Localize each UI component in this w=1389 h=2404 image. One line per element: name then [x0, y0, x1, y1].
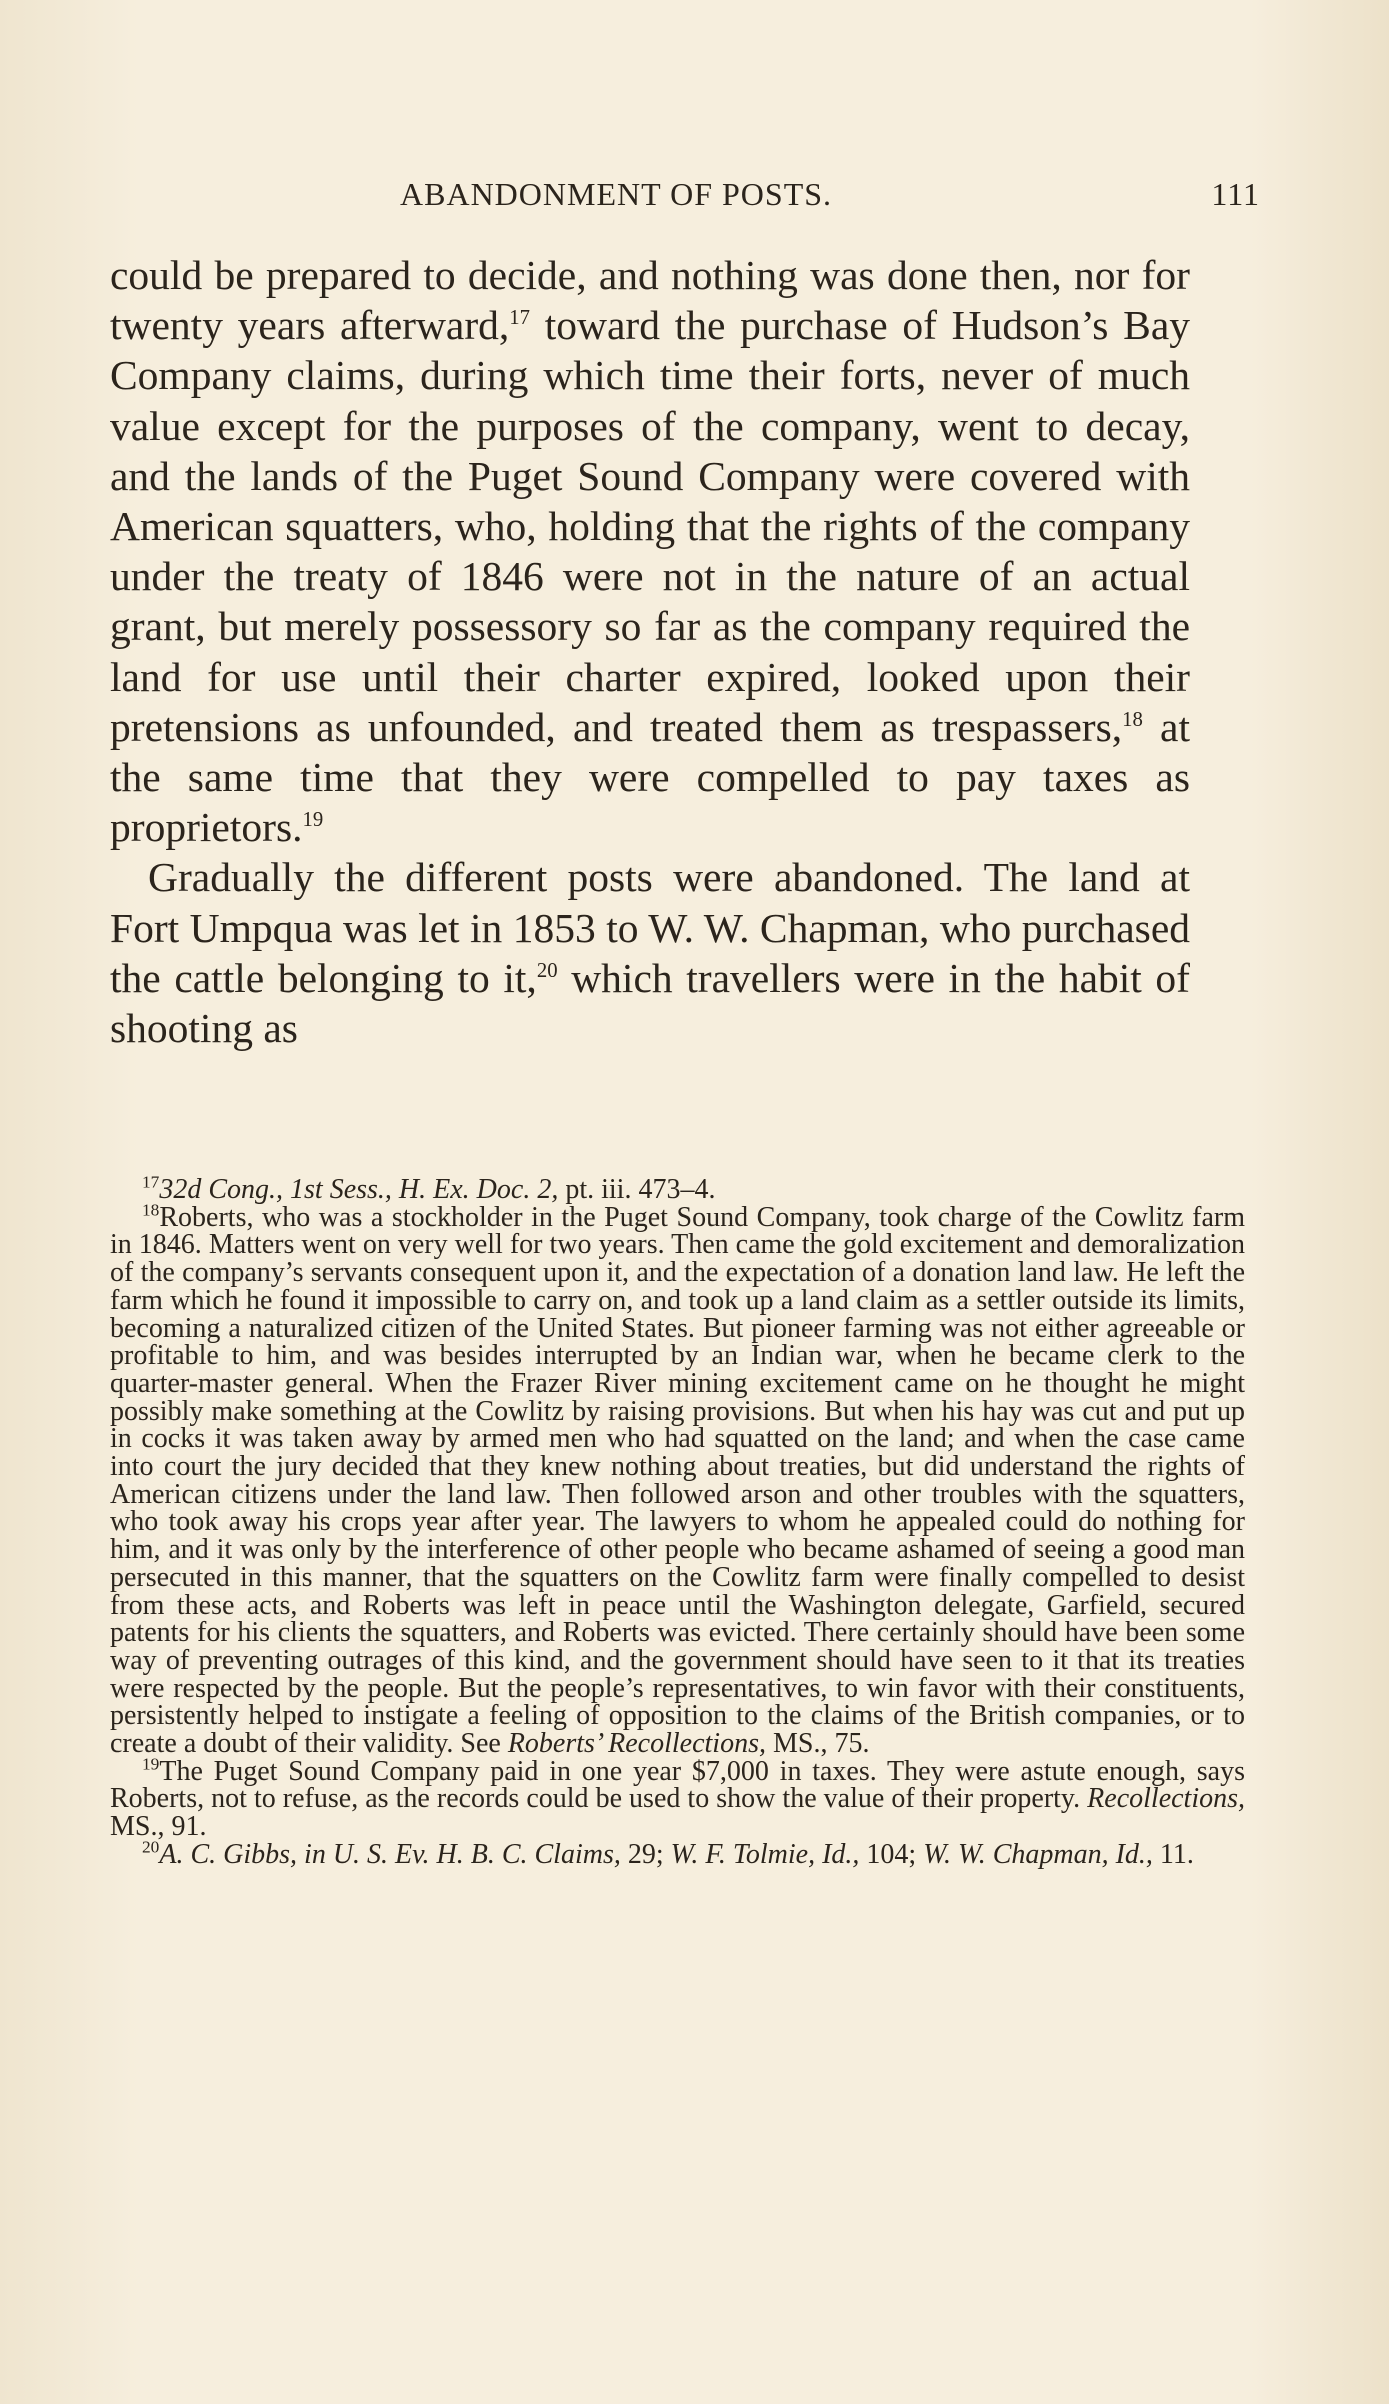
paragraph-2: [110, 852, 1190, 1053]
paragraph-1-text-a: could be prepared to decide, and nothing was done then, nor for twenty years afterward,: [110, 252, 1190, 349]
footnote-ref-20[interactable]: 20: [536, 960, 558, 983]
footnote-20-sep-1: 29;: [620, 1838, 671, 1870]
page-number: 111: [1211, 176, 1260, 212]
footnote-ref-17[interactable]: 17: [509, 307, 531, 330]
paragraph-1-text-b: toward the purchase of Hudson’s Bay Company claims, during which time their forts, never of much value except for the purposes of the company, went to decay, and the lands of the Puget Sound Company were covered with American squatters, who, holding that the rights of the company under the treaty of 1846 were not in the nature of an actual grant, but merely possessory so far as the company required the land for use until their charter expired, looked upon their pretensions as unfounded, and treated them as trespassers,: [110, 302, 1190, 750]
footnote-17: [110, 1172, 1245, 1205]
footnote-20: [110, 1837, 1245, 1870]
main-text: [110, 250, 1190, 1053]
running-title: ABANDONMENT OF POSTS.: [400, 176, 833, 212]
footnote-18-text: Roberts, who was a stockholder in the Puget Sound Company, took charge of the Cowlitz farm in 1846. Matters went on very well for two years. Then came the gold excitement and demoralization of the company’s servants consequent upon it, and the expectation of a donation land law. He left the farm which he found it impossible to carry on, and took up a land claim as a settler outside its limits, becoming a naturalized citizen of the United States. But pioneer farming was not either agreeable or profitable to him, and was besides interrupted by an Indian war, when he became clerk to the quarter-master general. When the Frazer River mining excitement came on he thought he might possibly make something at the Cowlitz by raising provisions. But when his hay was cut and put up in cocks it was taken away by armed men who had squatted on the land; and when the case came into court the jury decided that they knew nothing about treaties, but did understand the rights of American citizens under the land law. Then followed arson and other troubles with the squatters, who took away his crops year after year. The lawyers to whom he appealed could do nothing for him, and it was only by the interference of other people who became ashamed of seeing a good man persecuted in this manner, that the squatters on the Cowlitz farm were finally compelled to desist from these acts, and Roberts was left in peace until the Washington delegate, Garfield, secured patents for his clients the squatters, and Roberts was evicted. There certainly should have been some way of preventing outrages of this kind, and the government should have seen to it that its treaties were respected by the people. But the people’s representatives, to win favor with their constituents, persistently helped to instigate a feeling of opposition to the claims of the British companies, or to create a doubt of their validity. See: [110, 1201, 1245, 1760]
paragraph-1: [110, 250, 1190, 852]
footnote-18-citation: Roberts’ Recollections,: [507, 1728, 766, 1760]
footnote-18: [110, 1200, 1245, 1760]
paragraph-2-text-a: Gradually the different posts were abandoned. The land at Fort Umpqua was let in 1853 to W. W. Chapman, who purchased the cattle belonging to it,: [110, 854, 1190, 1001]
footnote-18-text-end: MS., 75.: [765, 1728, 870, 1760]
footnote-20-citation-2: W. F. Tolmie, Id.,: [670, 1838, 860, 1870]
footnote-17-citation: 32d Cong., 1st Sess., H. Ex. Doc. 2,: [159, 1174, 559, 1205]
footnote-20-number: 20: [142, 1837, 160, 1857]
footnote-20-citation-1: A. C. Gibbs, in U. S. Ev. H. B. C. Claims,: [159, 1838, 621, 1870]
footnote-19-text: The Puget Sound Company paid in one year $7,000 in taxes. They were astute enough, says Roberts, not to refuse, as the records could be used to show the value of their property.: [110, 1755, 1245, 1815]
footnote-19-citation: Recollections,: [1087, 1783, 1245, 1815]
footnote-18-number: 18: [142, 1200, 160, 1220]
footnote-17-number: 17: [142, 1172, 160, 1192]
footnote-19-number: 19: [142, 1754, 160, 1774]
footnote-20-text-end: 11.: [1152, 1838, 1194, 1870]
footnote-ref-19[interactable]: 19: [302, 809, 324, 832]
footnote-ref-18[interactable]: 18: [1122, 709, 1143, 731]
footnote-20-sep-2: 104;: [859, 1838, 924, 1870]
footnote-20-citation-3: W. W. Chapman, Id.,: [923, 1838, 1153, 1870]
running-header: [110, 176, 1260, 216]
paragraph-1-text-c: at the same time that they were compelled to pay taxes as proprietors.: [110, 703, 1191, 851]
footnote-19-text-end: MS., 91.: [110, 1811, 207, 1843]
footnotes: [110, 1172, 1245, 1870]
paragraph-2-text-b: which travellers were in the habit of shooting as: [110, 954, 1191, 1052]
footnote-19: [110, 1754, 1245, 1843]
footnote-17-text: pt. iii. 473–4.: [558, 1174, 716, 1205]
